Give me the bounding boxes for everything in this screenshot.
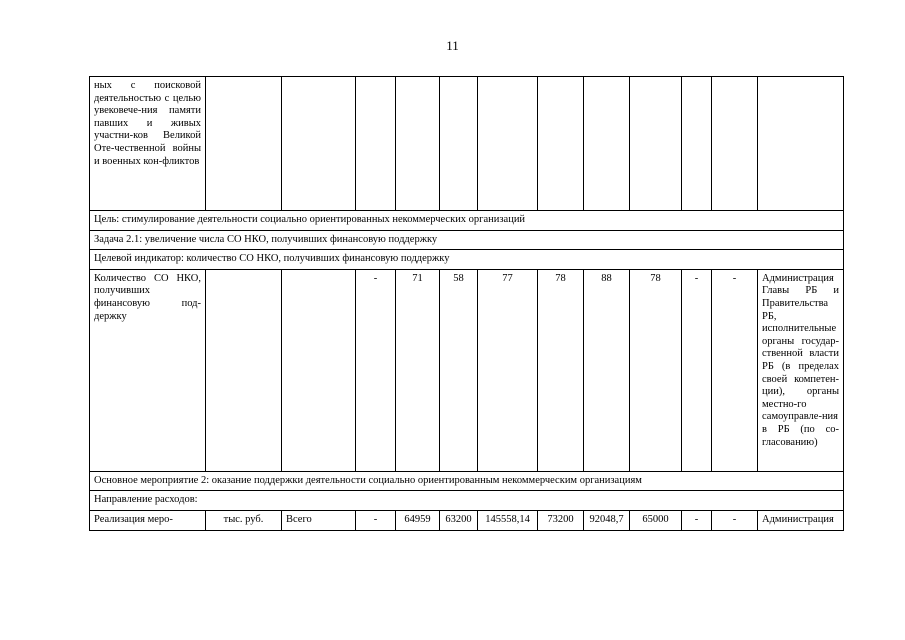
value-cell: - [712,269,758,471]
value-cell: 58 [440,269,478,471]
value-cell: 63200 [440,510,478,530]
value-cell: - [356,269,396,471]
direction-row: Направление расходов: [90,491,844,511]
value-cell: 88 [584,269,630,471]
main-event-row: Основное мероприятие 2: оказание поддержки деятельности социально ориентированным некоммерческим организациям [90,471,844,491]
goal-row: Цель: стимулирование деятельности социально ориентированных некоммерческих организаций [90,211,844,231]
program-table [89,76,844,531]
source-cell [282,269,356,471]
value-cell: 145558,14 [478,510,538,530]
value-cell: 78 [630,269,682,471]
count-name-cell: Количество СО НКО, получивших финансовую под-держку [90,269,206,471]
value-cell: 78 [538,269,584,471]
table-row [90,211,844,231]
value-cell: - [356,510,396,530]
value-cell: 77 [478,269,538,471]
unit-cell [206,269,282,471]
value-cell: - [712,510,758,530]
table-row [90,250,844,270]
task-row: Задача 2.1: увеличение числа СО НКО, получивших финансовую поддержку [90,230,844,250]
page-number: 11 [446,38,459,53]
table-row [90,510,844,530]
source-cell: Всего [282,510,356,530]
table-row [90,491,844,511]
value-cell: 64959 [396,510,440,530]
value-cell: 73200 [538,510,584,530]
executor-cell: Администрация Главы РБ и Правительства РБ, исполнительные органы государ-ственной власти РБ (в пределах своей компетен-ции), органы местно-го самоуправле-ния в РБ (по со-гласованию) [758,269,844,471]
target-indicator-row: Целевой индикатор: количество СО НКО, получивших финансовую поддержку [90,250,844,270]
value-cell: - [682,510,712,530]
table-row [90,471,844,491]
value-cell: 71 [396,269,440,471]
executor-cell: Администрация [758,510,844,530]
unit-cell: тыс. руб. [206,510,282,530]
table-row [90,269,844,471]
impl-name-cell: Реализация меро- [90,510,206,530]
value-cell: 92048,7 [584,510,630,530]
value-cell: 65000 [630,510,682,530]
indicator-name-cell: ных с поисковой деятельностью с целью увековече-ния памяти павших и живых участни-ков Великой Оте-чественной войны и военных кон-фликтов [90,77,206,211]
table-row [90,230,844,250]
table-row [90,77,844,211]
value-cell: - [682,269,712,471]
